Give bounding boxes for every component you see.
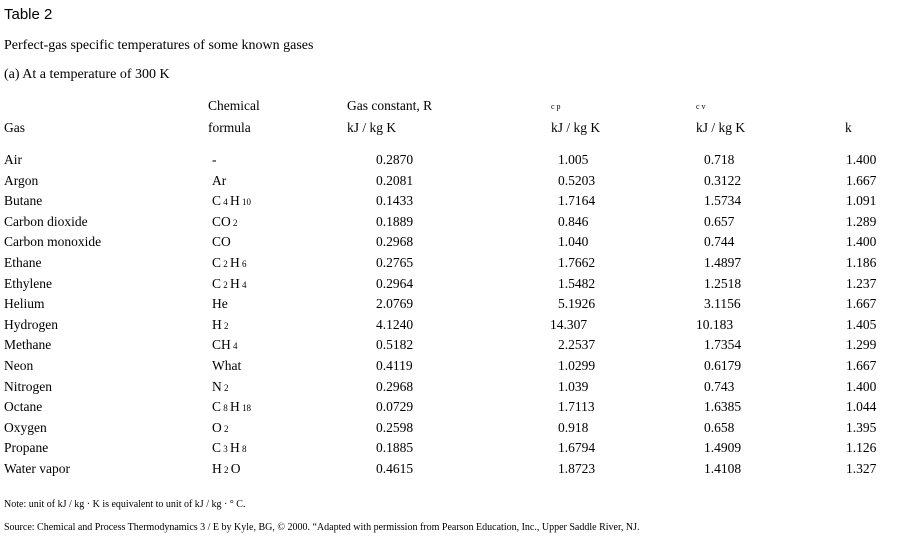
cell-cp: 14.307 (550, 317, 588, 332)
cell-k: 1.327 (846, 461, 877, 476)
cell-gas-constant: 0.2081 (376, 173, 414, 188)
header-formula-bottom: formula (208, 120, 251, 135)
cell-k: 1.400 (846, 379, 877, 394)
cell-formula: - (212, 152, 217, 167)
cell-formula: What (212, 358, 242, 373)
cell-gas-constant: 0.2765 (376, 255, 414, 270)
cell-formula: Ar (212, 173, 227, 188)
cell-cv: 10.183 (696, 317, 734, 332)
cell-cp: 1.8723 (558, 461, 596, 476)
cell-gas: Water vapor (4, 461, 71, 476)
cell-cv: 1.4108 (704, 461, 742, 476)
table-subtitle: Perfect-gas specific temperatures of some known gases (4, 38, 314, 53)
cell-cv: 1.4909 (704, 440, 742, 455)
cell-k: 1.299 (846, 337, 877, 352)
header-formula-top: Chemical (208, 98, 260, 113)
cell-gas-constant: 0.1889 (376, 214, 414, 229)
cell-k: 1.237 (846, 276, 877, 291)
cell-formula: CO (212, 234, 231, 249)
cell-formula: CH 4 (212, 337, 238, 352)
cell-k: 1.044 (846, 399, 877, 414)
header-cv-top: c v (696, 102, 706, 111)
cell-cv: 3.1156 (704, 296, 741, 311)
cell-formula: H 2 O (212, 461, 241, 476)
cell-cv: 0.718 (704, 152, 735, 167)
cell-k: 1.667 (846, 173, 877, 188)
cell-gas-constant: 0.0729 (376, 399, 414, 414)
header-r-bottom: kJ / kg K (347, 120, 397, 135)
cell-formula: C 2 H 6 (212, 255, 247, 270)
cell-cp: 2.2537 (558, 337, 596, 352)
cell-gas: Nitrogen (4, 379, 52, 394)
cell-gas-constant: 0.2964 (376, 276, 414, 291)
cell-gas: Octane (4, 399, 43, 414)
cell-gas: Ethane (4, 255, 42, 270)
cell-gas-constant: 4.1240 (376, 317, 414, 332)
cell-k: 1.400 (846, 234, 877, 249)
cell-k: 1.667 (846, 358, 877, 373)
cell-k: 1.126 (846, 440, 877, 455)
cell-gas: Oxygen (4, 420, 47, 435)
cell-gas: Butane (4, 193, 43, 208)
cell-gas: Methane (4, 337, 52, 352)
cell-formula: C 2 H 4 (212, 276, 247, 291)
cell-cv: 0.743 (704, 379, 735, 394)
cell-formula: C 3 H 8 (212, 440, 247, 455)
cell-cv: 1.7354 (704, 337, 742, 352)
header-k: k (845, 120, 852, 135)
cell-cv: 1.4897 (704, 255, 742, 270)
cell-cp: 1.7662 (558, 255, 596, 270)
cell-gas: Hydrogen (4, 317, 58, 332)
cell-gas-constant: 2.0769 (376, 296, 414, 311)
cell-gas-constant: 0.2968 (376, 234, 414, 249)
cell-gas-constant: 0.1433 (376, 193, 414, 208)
cell-formula: C 8 H 18 (212, 399, 252, 414)
table-condition: (a) At a temperature of 300 K (4, 67, 170, 82)
cell-gas-constant: 0.2968 (376, 379, 414, 394)
table-source: Source: Chemical and Process Thermodynamics 3 / E by Kyle, BG, © 2000. “Adapted with permission from Pearson Education, Inc., Upper Saddle River, NJ. (4, 522, 640, 533)
cell-gas: Carbon monoxide (4, 234, 102, 249)
cell-cp: 5.1926 (558, 296, 596, 311)
cell-gas-constant: 0.2598 (376, 420, 414, 435)
cell-gas: Neon (4, 358, 34, 373)
cell-gas: Helium (4, 296, 45, 311)
cell-cv: 0.744 (704, 234, 735, 249)
cell-cv: 1.6385 (704, 399, 742, 414)
cell-cp: 1.7113 (558, 399, 595, 414)
cell-cp: 0.5203 (558, 173, 596, 188)
cell-cv: 0.658 (704, 420, 735, 435)
cell-gas-constant: 0.5182 (376, 337, 414, 352)
cell-cp: 0.846 (558, 214, 589, 229)
cell-k: 1.395 (846, 420, 877, 435)
cell-gas: Argon (4, 173, 39, 188)
cell-k: 1.400 (846, 152, 877, 167)
cell-gas-constant: 0.1885 (376, 440, 414, 455)
cell-formula: He (212, 296, 228, 311)
cell-cv: 0.657 (704, 214, 735, 229)
cell-formula: H 2 (212, 317, 229, 332)
cell-gas-constant: 0.4119 (376, 358, 413, 373)
header-cp-top: c p (551, 102, 561, 111)
cell-k: 1.667 (846, 296, 877, 311)
table-note: Note: unit of kJ / kg · K is equivalent to unit of kJ / kg · ° C. (4, 499, 246, 510)
header-cv-bottom: kJ / kg K (696, 120, 746, 135)
cell-cv: 0.6179 (704, 358, 742, 373)
cell-formula: CO 2 (212, 214, 238, 229)
cell-cv: 1.5734 (704, 193, 742, 208)
cell-cv: 0.3122 (704, 173, 742, 188)
cell-formula: C 4 H 10 (212, 193, 252, 208)
cell-gas: Carbon dioxide (4, 214, 88, 229)
cell-gas-constant: 0.4615 (376, 461, 414, 476)
cell-cp: 1.039 (558, 379, 589, 394)
cell-k: 1.186 (846, 255, 877, 270)
header-r-top: Gas constant, R (347, 98, 433, 113)
cell-cp: 1.7164 (558, 193, 596, 208)
cell-gas: Propane (4, 440, 49, 455)
cell-k: 1.405 (846, 317, 877, 332)
header-cp-bottom: kJ / kg K (551, 120, 601, 135)
cell-cv: 1.2518 (704, 276, 742, 291)
cell-cp: 0.918 (558, 420, 589, 435)
cell-cp: 1.0299 (558, 358, 596, 373)
cell-gas-constant: 0.2870 (376, 152, 414, 167)
cell-formula: N 2 (212, 379, 229, 394)
cell-k: 1.289 (846, 214, 877, 229)
cell-formula: O 2 (212, 420, 229, 435)
table-title: Table 2 (4, 6, 53, 23)
cell-gas: Ethylene (4, 276, 52, 291)
cell-cp: 1.5482 (558, 276, 596, 291)
header-gas: Gas (4, 120, 25, 135)
cell-cp: 1.005 (558, 152, 589, 167)
cell-cp: 1.040 (558, 234, 589, 249)
cell-k: 1.091 (846, 193, 877, 208)
cell-gas: Air (4, 152, 22, 167)
cell-cp: 1.6794 (558, 440, 596, 455)
